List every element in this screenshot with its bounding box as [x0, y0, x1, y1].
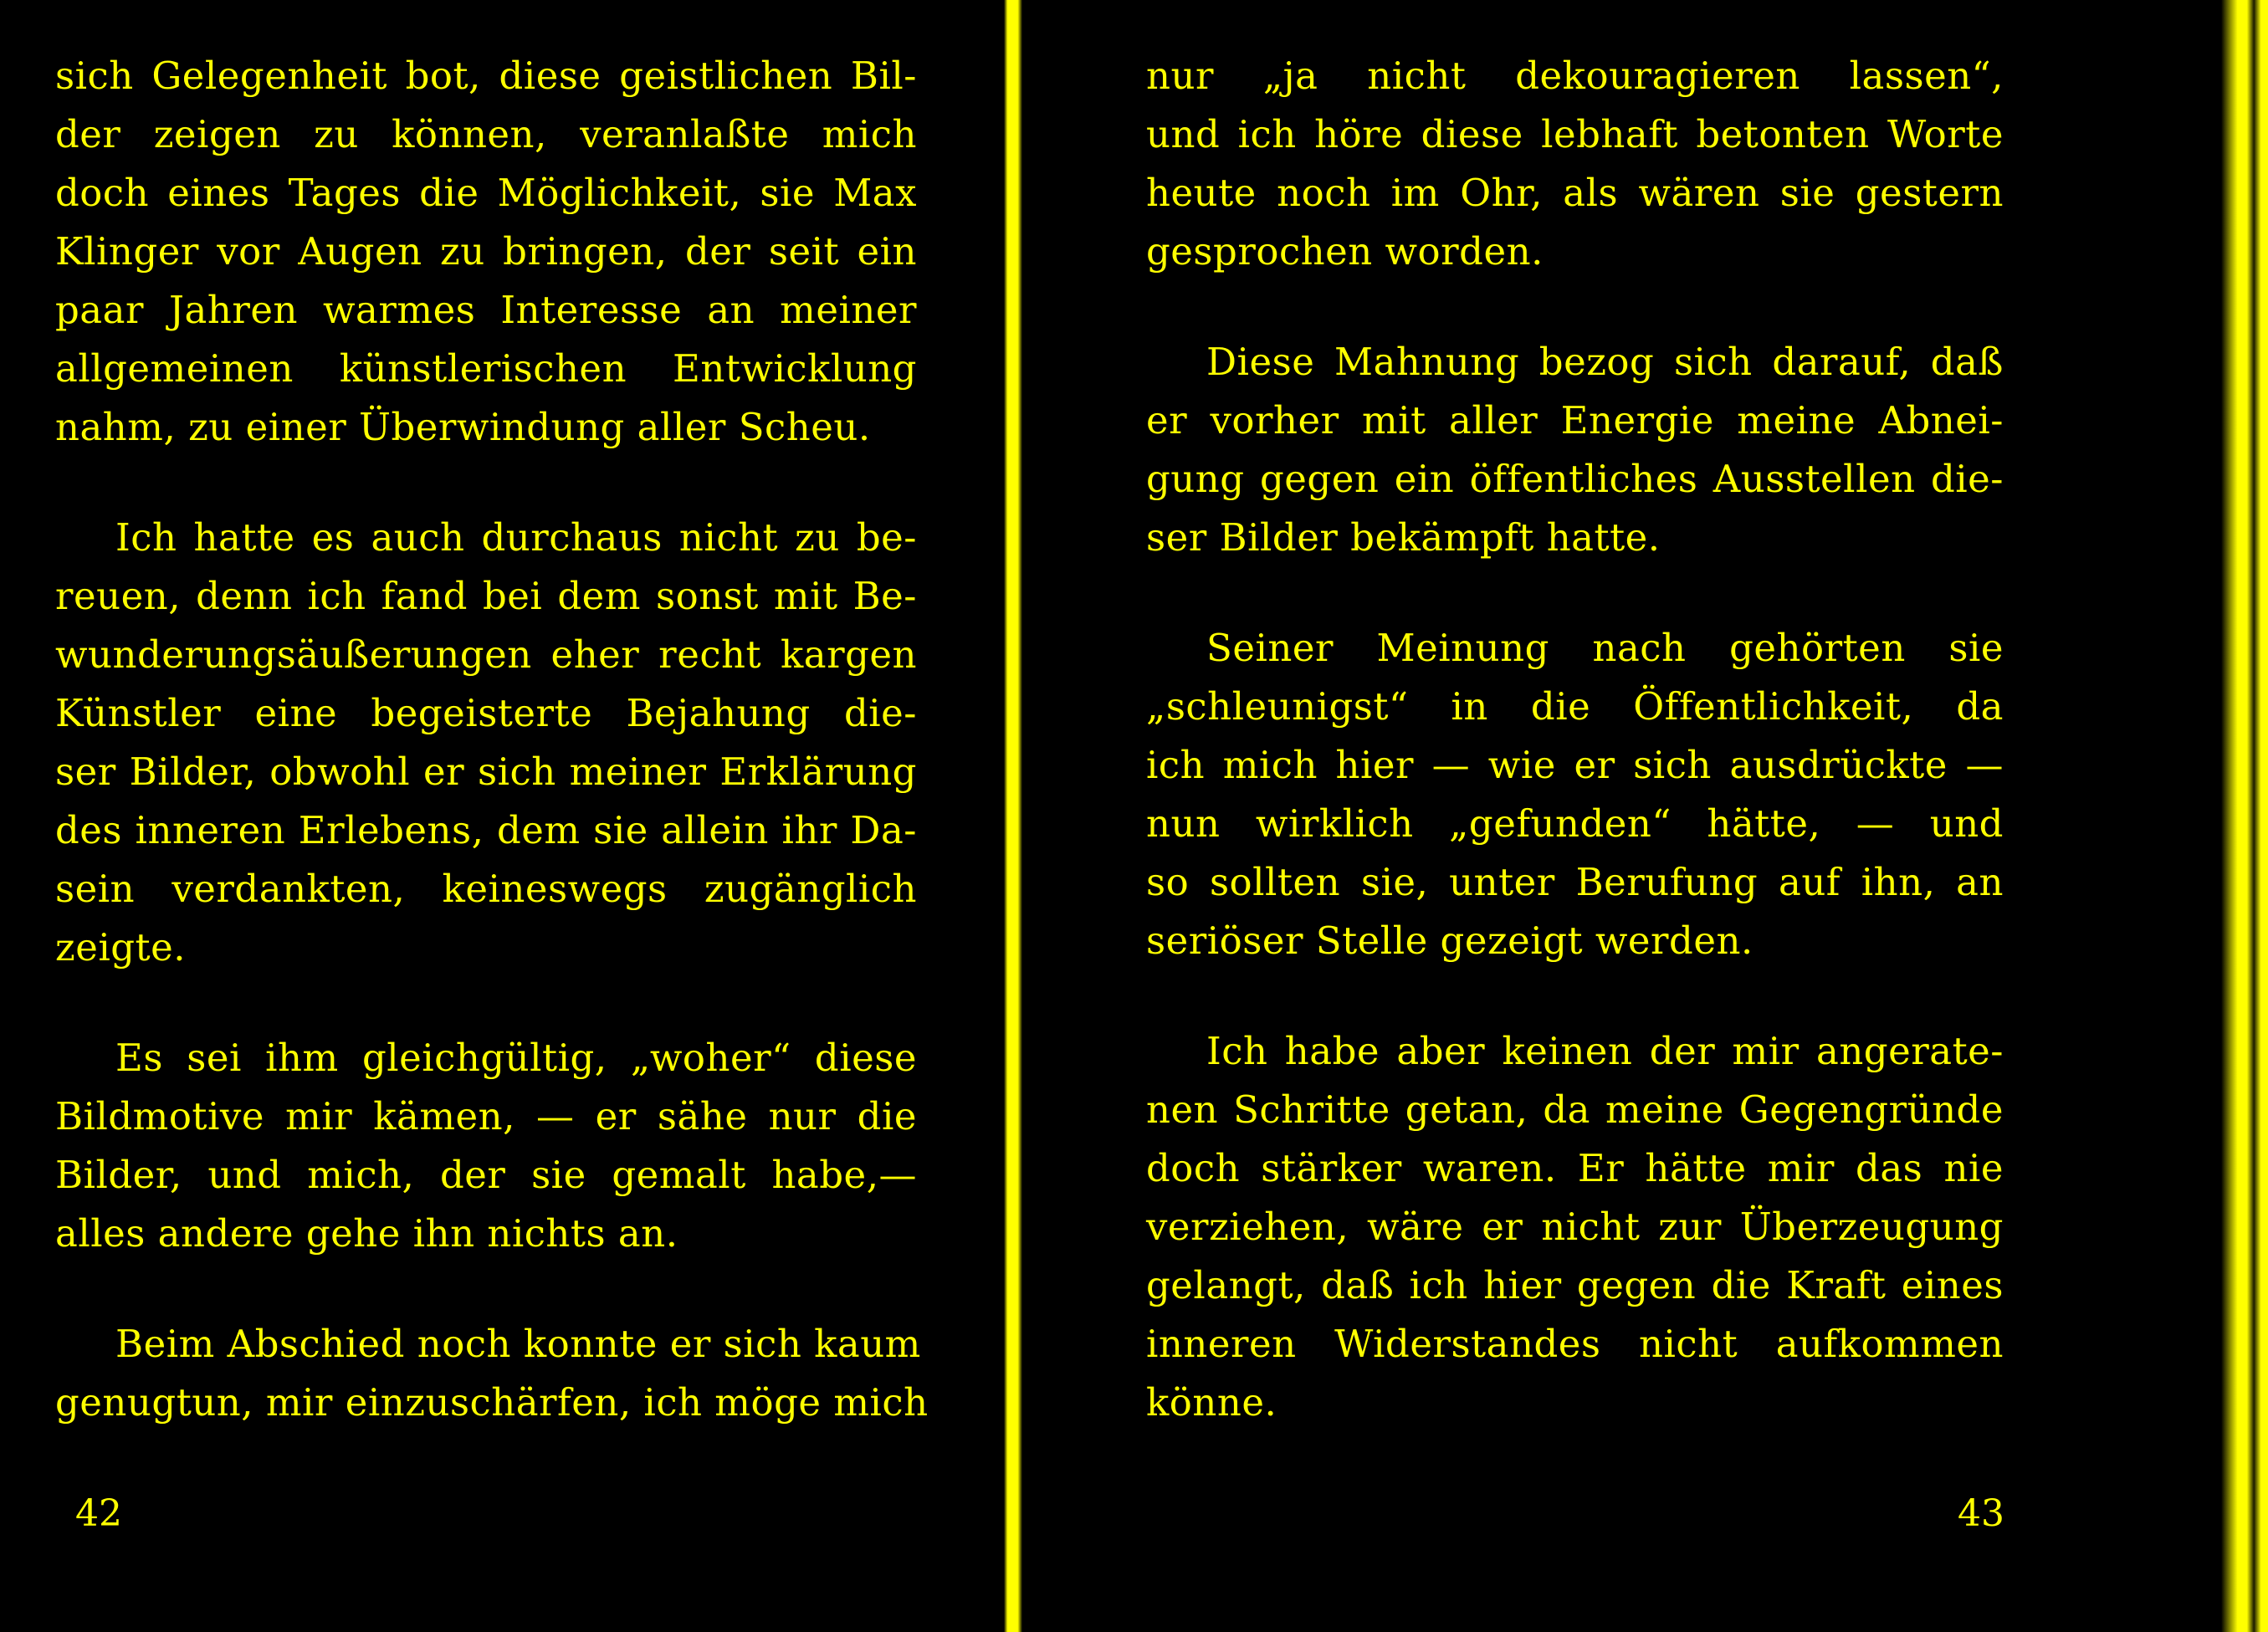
text-line: gesprochen worden. [1146, 229, 1544, 274]
right-page [1146, 46, 2004, 1594]
text-line: reuen, denn ich fand bei dem sonst mit Be- [55, 574, 917, 618]
text-line: seriöser Stelle gezeigt werden. [1146, 918, 1753, 963]
text-line: Künstler eine begeisterte Bejahung die- [55, 691, 917, 735]
text-line: Bilder, und mich, der sie gemalt habe,— [55, 1153, 917, 1197]
text-line: und ich höre diese lebhaft betonten Worte [1146, 112, 2004, 156]
center-gutter [1004, 0, 1022, 1632]
text-line: allgemeinen künstlerischen Entwicklung [55, 346, 917, 391]
text-line: nahm, zu einer Überwindung aller Scheu. [55, 405, 871, 449]
text-line: Beim Abschied noch konnte er sich kaum [115, 1322, 921, 1366]
right-page-number: 43 [1958, 1492, 2004, 1535]
text-line: doch eines Tages die Möglichkeit, sie Max [55, 171, 917, 215]
text-line: genugtun, mir einzuschärfen, ich möge mich [55, 1380, 929, 1425]
text-line: verziehen, wäre er nicht zur Überzeugung [1146, 1205, 2004, 1249]
text-line: Ich habe aber keinen der mir angerate- [1206, 1029, 2004, 1073]
right-page-edge [2221, 0, 2268, 1632]
text-line: sich Gelegenheit bot, diese geistlichen Bil- [55, 54, 917, 98]
text-line: zeigte. [55, 925, 187, 969]
text-line: nur „ja nicht dekouragieren lassen“, [1146, 54, 2004, 98]
text-line: alles andere gehe ihn nichts an. [55, 1211, 678, 1256]
text-line: paar Jahren warmes Interesse an meiner [55, 288, 917, 332]
text-line: Diese Mahnung bezog sich darauf, daß [1206, 340, 2004, 384]
text-line: Klinger vor Augen zu bringen, der seit ein [55, 229, 917, 274]
text-line: doch stärker waren. Er hätte mir das nie [1146, 1146, 2004, 1190]
text-line: der zeigen zu können, veranlaßte mich [55, 112, 917, 156]
text-line: Ich hatte es auch durchaus nicht zu be- [115, 515, 917, 560]
text-line: inneren Widerstandes nicht aufkommen [1146, 1322, 2004, 1366]
text-line: des inneren Erlebens, dem sie allein ihr Da- [55, 808, 917, 852]
text-line: gelangt, daß ich hier gegen die Kraft eines [1146, 1263, 2004, 1307]
text-line: Es sei ihm gleichgültig, „woher“ diese [115, 1036, 917, 1080]
text-line: ser Bilder bekämpft hatte. [1146, 515, 1661, 560]
text-line: könne. [1146, 1380, 1277, 1425]
text-line: ser Bilder, obwohl er sich meiner Erklärung [55, 749, 917, 794]
text-line: wunderungsäußerungen eher recht kargen [55, 632, 917, 677]
text-line: Bildmotive mir kämen, — er sähe nur die [55, 1094, 917, 1138]
text-line: er vorher mit aller Energie meine Abnei- [1146, 398, 2004, 443]
text-line: „schleunigst“ in die Öffentlichkeit, da [1146, 684, 2004, 729]
left-page [55, 46, 929, 1594]
text-line: Seiner Meinung nach gehörten sie [1206, 626, 2004, 670]
text-line: nen Schritte getan, da meine Gegengründe [1146, 1087, 2004, 1132]
text-line: nun wirklich „gefunden“ hätte, — und [1146, 801, 2004, 846]
text-line: heute noch im Ohr, als wären sie gestern [1146, 171, 2004, 215]
text-line: sein verdankten, keineswegs zugänglich [55, 867, 917, 911]
text-line: ich mich hier — wie er sich ausdrückte — [1146, 743, 2004, 787]
text-line: gung gegen ein öffentliches Ausstellen die- [1146, 457, 2004, 501]
text-line: so sollten sie, unter Berufung auf ihn, an [1146, 860, 2004, 904]
left-page-number: 42 [75, 1492, 122, 1535]
